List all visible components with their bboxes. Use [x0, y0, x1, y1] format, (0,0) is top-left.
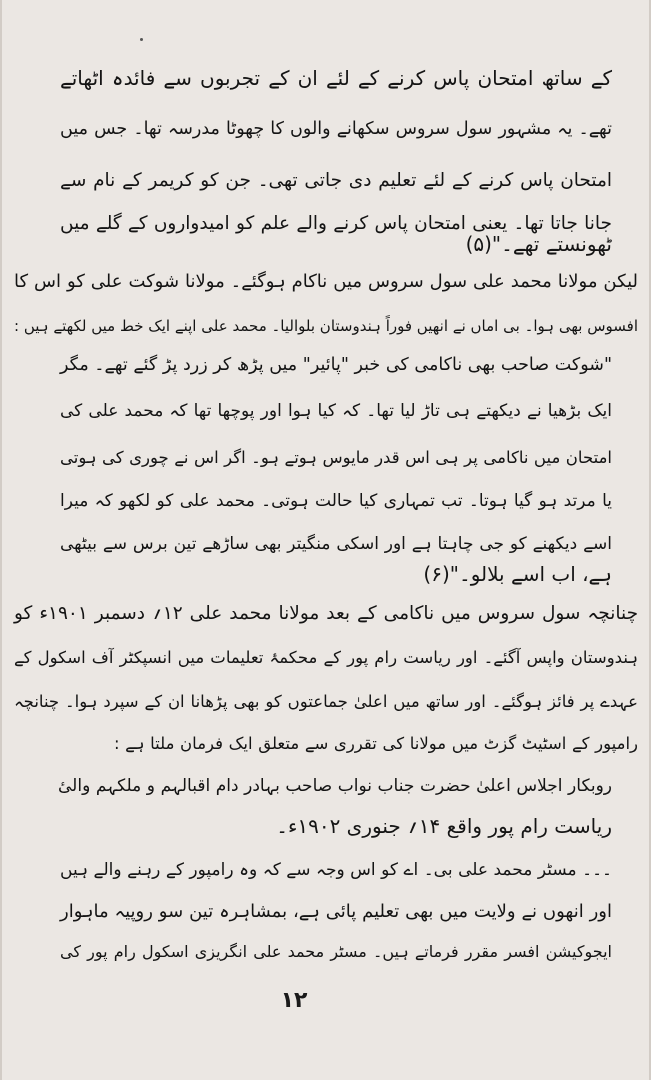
page-number: ۱۲ [280, 988, 308, 1013]
text-line: "شوکت صاحب بھی ناکامی کی خبر "پائیر" میں پڑھ کر زرد پڑ گئے تھے۔ مگر [60, 355, 612, 375]
text-line: ٹھونستے تھے۔"(۵) [465, 232, 612, 256]
text-line: ریاست رام پور واقع ۱۴؍ جنوری ۱۹۰۲ء۔ [276, 814, 612, 838]
text-line: عہدے پر فائز ہوگئے۔ اور ساتھ میں اعلیٰ جماعتوں کو بھی پڑھانا ان کے سپرد ہوا۔ چنانچہ [14, 692, 638, 711]
text-line: امتحان پاس کرنے کے لئے تعلیم دی جاتی تھی۔ جن کو کریمر کے نام سے [60, 170, 612, 191]
text-line: ایک بڑھیا نے دیکھتے ہی تاڑ لیا تھا۔ کہ کیا ہوا اور پوچھا تھا کہ محمد علی کی [60, 401, 612, 421]
text-line: افسوس بھی ہوا۔ بی اماں نے انھیں فوراً ہندوستان بلوالیا۔ محمد علی اپنے ایک خط میں لکھتے ہیں : [14, 317, 638, 335]
text-line: ۔۔۔ مسٹر محمد علی بی۔ اے کو اس وجہ سے کہ وہ رامپور کے رہنے والے ہیں [60, 860, 612, 880]
text-line: کے ساتھ امتحان پاس کرنے کے لئے ان کے تجربوں سے فائدہ اٹھاتے [60, 66, 612, 90]
text-line: جانا جاتا تھا۔ یعنی امتحان پاس کرنے والے علم کو امیدواروں کے گلے میں [60, 213, 612, 234]
text-line: اور انھوں نے ولایت میں بھی تعلیم پائی ہے، بمشاہرہ تین سو روپیہ ماہوار [60, 901, 612, 922]
text-line: رامپور کے اسٹیٹ گزٹ میں مولانا کی تقرری سے متعلق ایک فرمان ملتا ہے : [114, 734, 638, 753]
text-line: اسے دیکھنے کو جی چاہتا ہے اور اسکی منگیتر بھی ساڑھے تین برس سے بیٹھی [60, 534, 612, 554]
text-line: ہے، اب اسے بلالو۔"(۶) [423, 562, 612, 586]
scan-speck [140, 38, 143, 41]
text-line: روبکار اجلاس اعلیٰ حضرت جناب نواب صاحب بہادر دام اقبالہم و ملکہم والیٔ [58, 776, 612, 796]
text-line: چنانچہ سول سروس میں ناکامی کے بعد مولانا محمد علی ۱۲؍ دسمبر ۱۹۰۱ء کو [14, 603, 639, 624]
text-line: ایجوکیشن افسر مقرر فرماتے ہیں۔ مسٹر محمد علی انگریزی اسکول رام پور کی [60, 942, 612, 961]
text-line: امتحان میں ناکامی پر ہی اس قدر مایوس ہوتے ہو۔ اگر اس نے چوری کی ہوتی [60, 448, 612, 467]
text-line: تھے۔ یہ مشہور سول سروس سکھانے والوں کا چھوٹا مدرسہ تھا۔ جس میں [60, 119, 612, 139]
text-line: لیکن مولانا محمد علی سول سروس میں ناکام ہوگئے۔ مولانا شوکت علی کو اس کا [14, 271, 638, 292]
text-line: ہندوستان واپس آگئے۔ اور ریاست رام پور کے محکمۂ تعلیمات میں انسپکٹر آف اسکول کے [14, 648, 638, 667]
text-line: یا مرتد ہو گیا ہوتا۔ تب تمہاری کیا حالت ہوتی۔ محمد علی کو لکھو کہ میرا [60, 491, 612, 511]
